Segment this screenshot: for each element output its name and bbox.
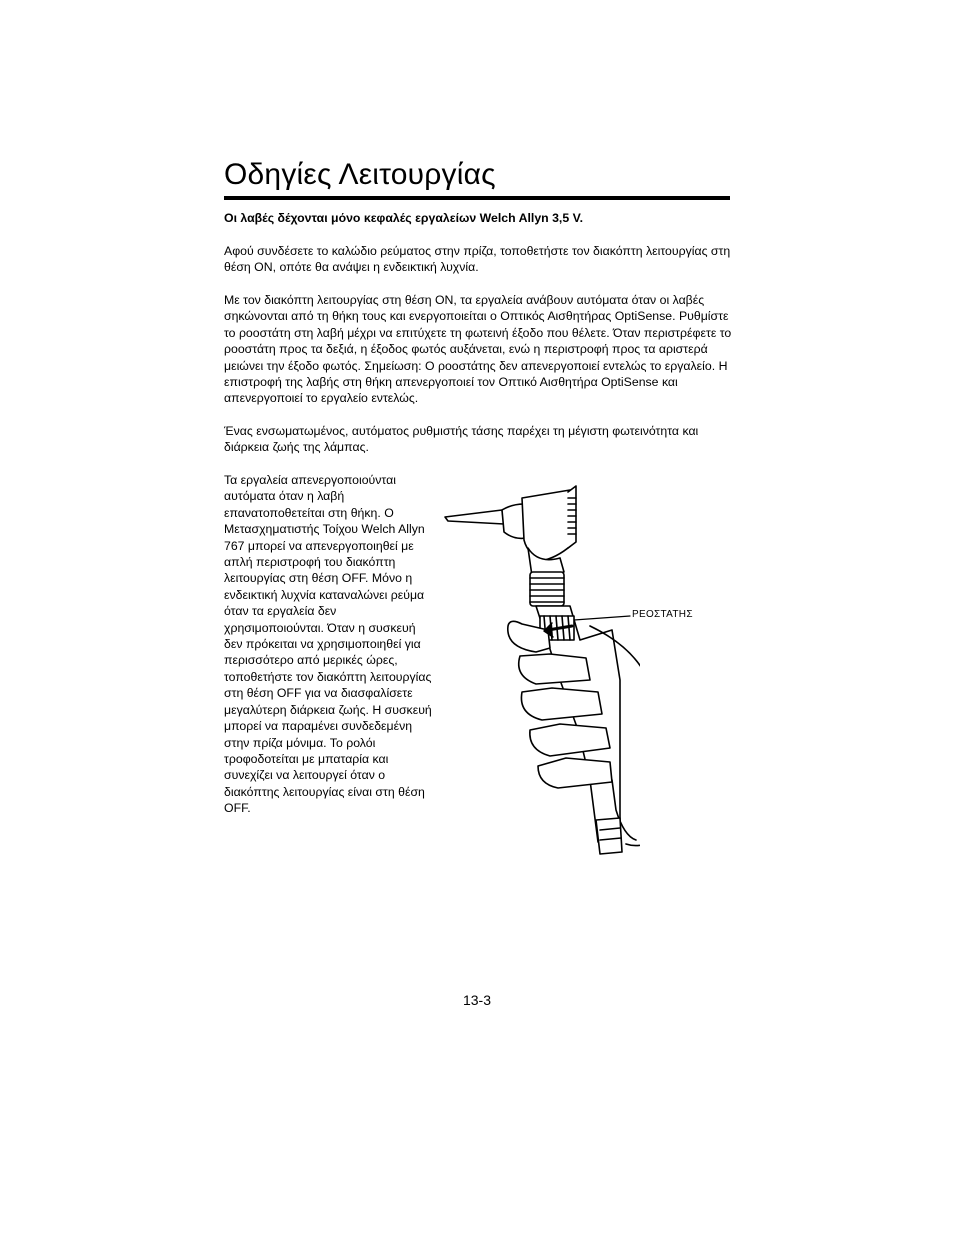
title-rule — [224, 196, 730, 200]
paragraph-power-on: Αφού συνδέσετε το καλώδιο ρεύματος στην πρίζα, τοποθετήστε τον διακόπτη λειτουργίας στη θέση ON, οπότε θα ανάψει η ενδεικτική λυχνία. — [224, 244, 731, 275]
paragraph-rheostat: Με τον διακόπτη λειτουργίας στη θέση ON, τα εργαλεία ανάβουν αυτόματα όταν οι λαβές σηκώνονται από τη θήκη τους και ενεργοποιείται ο Οπτικός Αισθητήρας OptiSense. Ρυθμίστε το ροοστάτη στη λαβή μέχρι να επιτύχετε τη φωτεινή έξοδο που θέλετε. Όταν περιστρέφετε το ροοστάτη προς τα δεξιά, η έξοδος φωτός αυξάνεται, ενώ η περιστροφή προς τα αριστερά μειώνει την έξοδο φωτός. Σημείωση: Ο ροοστάτης δεν απενεργοποιεί εντελώς το εργαλείο. Η επιστροφή της λαβής στη θήκη απενεργοποιεί τον Οπτικό Αισθητήρα OptiSense και απενεργοποιεί το εργαλείο εντελώς. — [224, 293, 732, 406]
intro-bold-text: Οι λαβές δέχονται μόνο κεφαλές εργαλείων Welch Allyn 3,5 V. — [224, 211, 584, 225]
rheostat-label: ΡΕΟΣΤΑΤΗΣ — [632, 609, 693, 620]
paragraph-auto-off: Τα εργαλεία απενεργοποιούνται αυτόματα όταν η λαβή επανατοποθετείται στη θήκη. Ο Μετασχηματιστής Τοίχου Welch Allyn 767 μπορεί να απενεργοποιηθεί με απλή περιστροφή του διακόπτη λειτουργίας στη θέση OFF. Μόνο η ενδεικτική λυχνία καταναλώνει ρεύμα όταν τα εργαλεία δεν χρησιμοποιούνται. Όταν η συσκευή δεν πρόκειται να χρησιμοποιηθεί για περισσότερο από μερικές ώρες, τοποθετήστε τον διακόπτη λειτουργίας στη θέση OFF για να διασφαλίσετε μεγαλύτερη διάρκεια ζωής. Η συσκευή μπορεί να παραμένει συνδεδεμένη στην πρίζα μόνιμα. Το ρολόι τροφοδοτείται με μπαταρία και συνεχίζει να λειτουργεί όταν ο διακόπτης λειτουργίας είναι στη θέση OFF. — [224, 473, 432, 816]
page-title: Οδηγίες Λειτουργίας — [224, 158, 496, 191]
hand-holding-otoscope-illustration — [440, 480, 640, 855]
paragraph-voltage-regulator: Ένας ενσωματωμένος, αυτόματος ρυθμιστής τάσης παρέχει τη μέγιστη φωτεινότητα και διάρκεια ζωής της λάμπας. — [224, 424, 699, 455]
page-number: 13-3 — [462, 992, 492, 1008]
